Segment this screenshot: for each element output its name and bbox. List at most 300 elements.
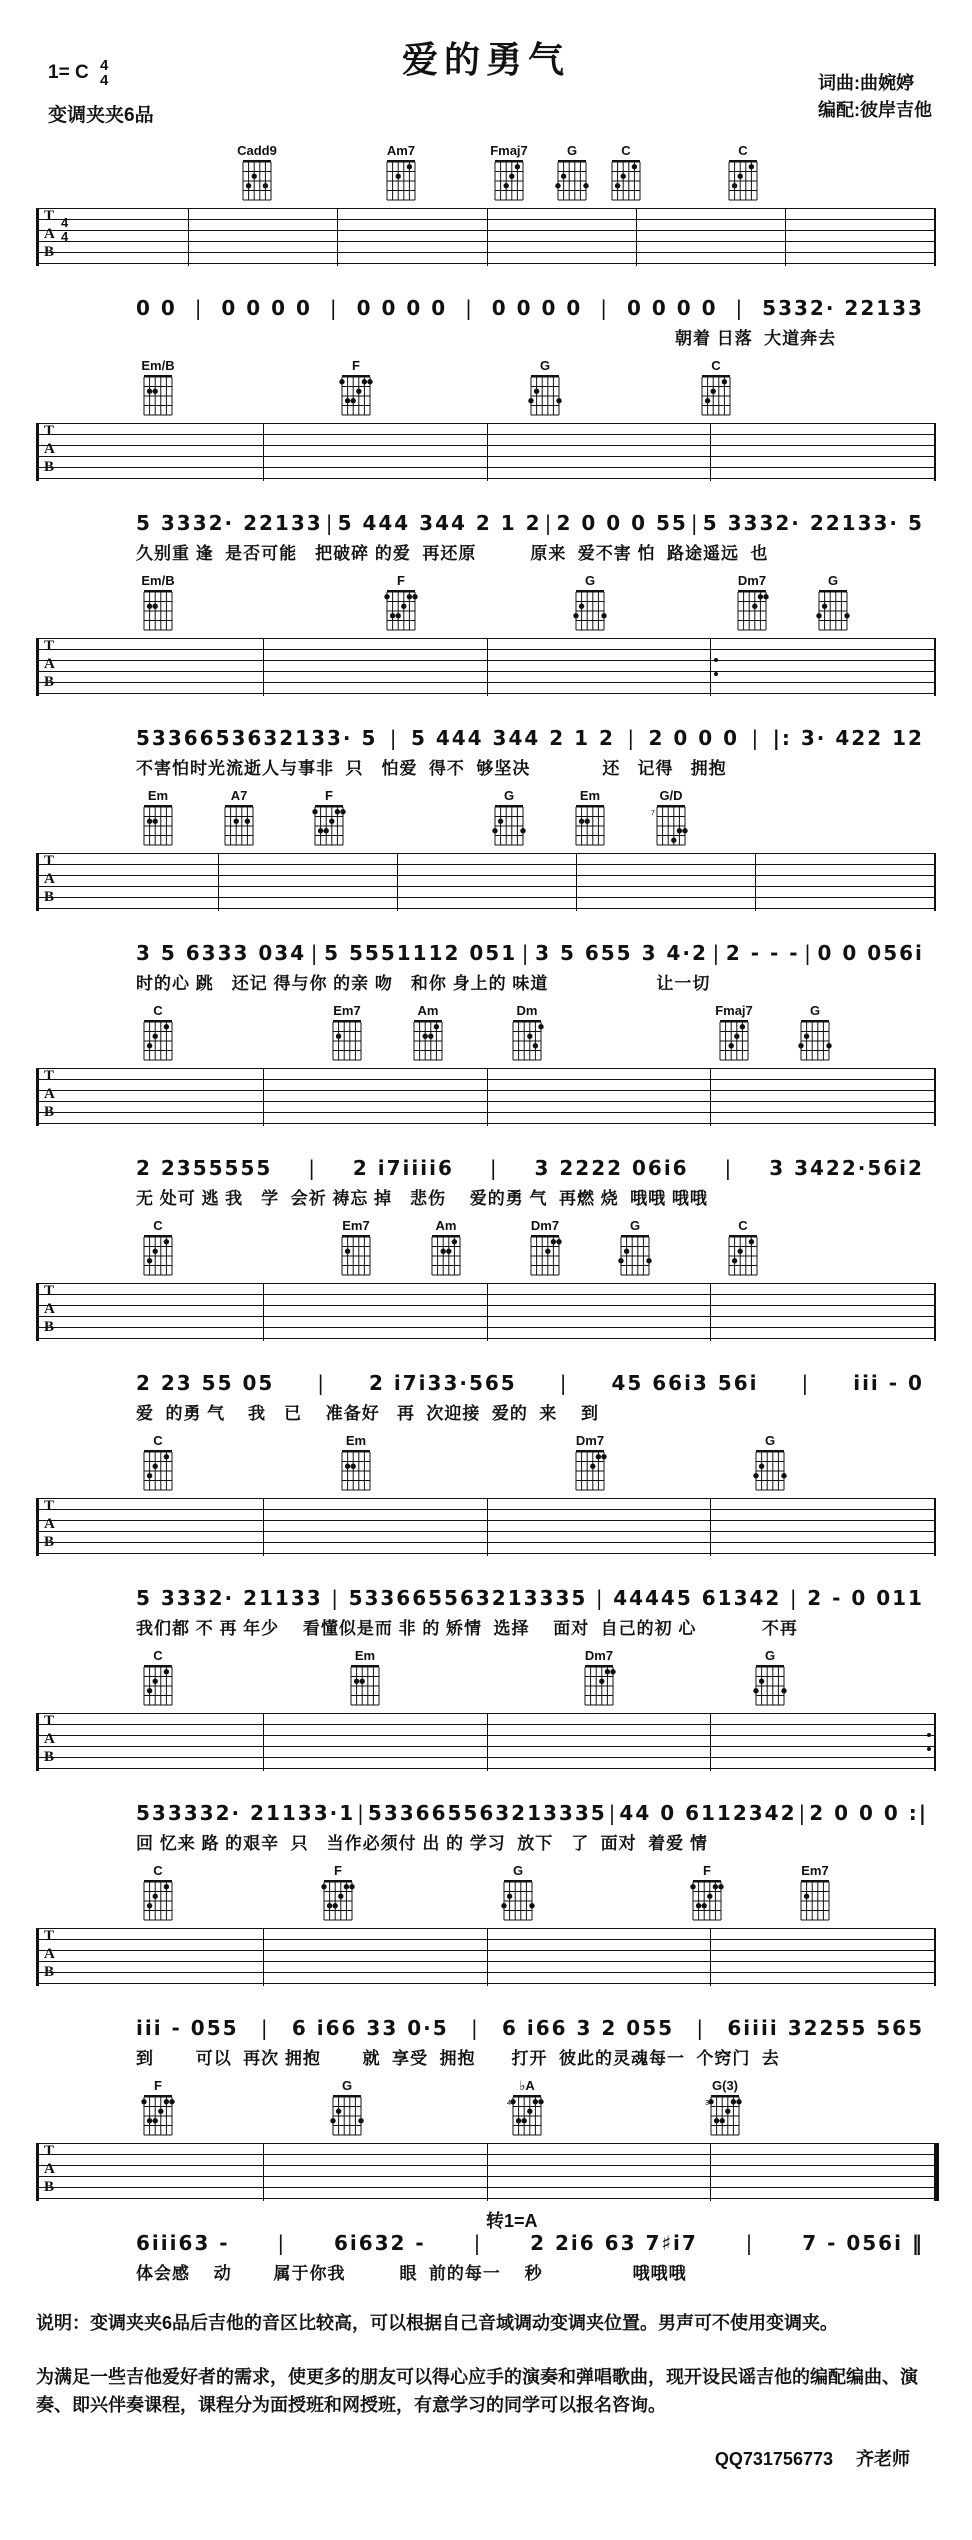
chord-diagram (486, 144, 532, 202)
tab-clef-letter: T (44, 1283, 55, 1299)
jianpu-barline: | (357, 1801, 366, 1825)
chord-name: Em7 (333, 1003, 361, 1018)
jianpu-barline: | (317, 1371, 327, 1395)
chord-diagram (378, 144, 424, 202)
chord-diagram (333, 1219, 379, 1277)
tab-time-signature (61, 216, 68, 243)
chord-diagram (792, 1004, 838, 1062)
time-top: 4 (99, 57, 109, 74)
repeat-end-dot (927, 1733, 931, 1737)
system-2 (36, 359, 936, 564)
jianpu-measure: 2 - 0 011 (807, 1586, 924, 1610)
jianpu-measure: 5 5551112 051 (324, 941, 518, 965)
jianpu-measure: 5 444 344 2 1 2 (410, 726, 615, 750)
tab-clef-letter: B (44, 1319, 55, 1335)
tab-staff (36, 1498, 936, 1556)
systems-container (36, 144, 936, 2284)
chord-row (36, 789, 936, 851)
chord-name: Cadd9 (237, 143, 277, 158)
tab-clef-letter: A (44, 1301, 55, 1317)
jianpu-measure: 5 444 344 2 1 2 (337, 511, 542, 535)
jianpu-barline: | (690, 511, 700, 535)
chord-diagram (792, 1864, 838, 1922)
time-signature (100, 58, 108, 88)
tab-barline (263, 1283, 264, 1341)
chord-grid-icon (713, 1018, 755, 1062)
tab-barline (710, 638, 711, 696)
jianpu-measure: 5332· 22133 (762, 296, 924, 320)
chord-grid-icon (218, 803, 260, 847)
tab-clef-letter: T (44, 423, 55, 439)
tab-clef-letter: B (44, 244, 55, 260)
chord-grid-icon (524, 1233, 566, 1277)
lyrics-line: 到 可以 再次 拥抱 就 享受 拥抱 打开 彼此的灵魂每一 个窍门 去 (136, 2049, 780, 2068)
chord-grid-icon (344, 1663, 386, 1707)
chord-grid-icon (380, 158, 422, 202)
chord-name: Dm7 (584, 1648, 614, 1663)
tab-string-line (39, 864, 934, 865)
jianpu-line (36, 1371, 936, 1395)
jianpu-barline: | (389, 726, 399, 750)
chord-diagram (612, 1219, 658, 1277)
chord-diagram (603, 144, 649, 202)
chord-diagram (747, 1649, 793, 1707)
lyrics-line: 不害怕时光流逝人与事非 只 怕爱 得不 够坚决 还 记得 拥抱 (136, 759, 727, 778)
jianpu-measure: 7 - 056i ‖ (802, 2231, 924, 2255)
jianpu-measure: 6iii63 - (136, 2231, 230, 2255)
system-9 (36, 1864, 936, 2069)
chord-diagram (648, 789, 694, 847)
tab-barline (263, 1498, 264, 1556)
chord-grid-icon (650, 803, 692, 847)
tab-barline (710, 1928, 711, 1986)
chord-row (36, 359, 936, 421)
jianpu-barline: | (600, 296, 610, 320)
jianpu-barline: | (735, 296, 745, 320)
jianpu-measure: 5 3332· 22133 (136, 511, 323, 535)
chord-grid-icon (335, 1233, 377, 1277)
chord-diagram (576, 1649, 622, 1707)
tab-staff (36, 423, 936, 481)
jianpu-line (36, 296, 936, 320)
chord-grid-icon (137, 803, 179, 847)
tab-clef-letter: A (44, 441, 55, 457)
credits (818, 70, 932, 124)
chord-diagram (234, 144, 280, 202)
repeat-start-dot (714, 658, 718, 662)
jianpu-measure: 3 3422·56i2 (769, 1156, 924, 1180)
jianpu-measure: 533332· 21133·1 (136, 1801, 356, 1825)
chord-grid-icon (749, 1663, 791, 1707)
tab-clef-letter: T (44, 1928, 55, 1944)
tab-clef-letter: B (44, 889, 55, 905)
final-barline (936, 2143, 939, 2201)
jianpu-measure: 6i632 - (333, 2231, 426, 2255)
chord-grid-icon (578, 1663, 620, 1707)
chord-name: Dm7 (575, 1433, 605, 1448)
chord-diagram (306, 789, 352, 847)
tab-string-line (39, 886, 934, 887)
chord-name: G (503, 788, 515, 803)
chord-diagram (495, 1864, 541, 1922)
jianpu-measure: 0 0 056i (817, 941, 924, 965)
jianpu-measure: iii - 0 (853, 1371, 924, 1395)
modulation-note: 转1=A (486, 2211, 538, 2231)
jianpu-measure: 2 23 55 05 (136, 1371, 275, 1395)
chord-name: G (764, 1648, 776, 1663)
chord-diagram (405, 1004, 451, 1062)
svg-text:7: 7 (651, 810, 655, 817)
chord-row (36, 144, 936, 206)
jianpu-measure: 44 0 6112342 (619, 1801, 797, 1825)
tab-staff (36, 638, 936, 696)
tab-barline (710, 1068, 711, 1126)
chord-diagram (315, 1864, 361, 1922)
chord-diagram (333, 359, 379, 417)
chord-grid-icon (488, 158, 530, 202)
chord-name: C (621, 143, 631, 158)
system-1 (36, 144, 936, 349)
tab-barline (487, 1928, 488, 1986)
chord-diagram (549, 144, 595, 202)
jianpu-barline: | (544, 511, 554, 535)
system-10 (36, 2079, 936, 2284)
chord-grid-icon (326, 2093, 368, 2137)
jianpu-barline: | (489, 1156, 499, 1180)
chord-diagram (135, 1219, 181, 1277)
chord-grid-icon (317, 1878, 359, 1922)
chord-diagram (324, 2079, 370, 2137)
tab-clef-letter: T (44, 1068, 55, 1084)
chord-grid-icon (137, 1233, 179, 1277)
chord-grid-icon (335, 1448, 377, 1492)
tab-barline (487, 1498, 488, 1556)
chord-diagram (135, 359, 181, 417)
jianpu-barline: | (194, 296, 204, 320)
key-text: 1= C (48, 62, 89, 84)
jianpu-line (36, 2231, 936, 2255)
tab-barline (337, 208, 338, 266)
jianpu-barline: | (473, 2231, 483, 2255)
tab-barline (636, 208, 637, 266)
jianpu-measure: 2 2355555 (136, 1156, 273, 1180)
chord-name: C (153, 1648, 163, 1663)
tab-string-line (39, 853, 934, 854)
chord-grid-icon (569, 1448, 611, 1492)
chord-name: Am (417, 1003, 439, 1018)
chord-grid-icon (704, 2093, 746, 2137)
chord-name: C (738, 1218, 748, 1233)
tab-barline (710, 1498, 711, 1556)
jianpu-measure: 6iiii 32255 565 (727, 2016, 924, 2040)
system-6 (36, 1219, 936, 1424)
chord-grid-icon (137, 1018, 179, 1062)
chord-diagram (135, 1864, 181, 1922)
chord-diagram (693, 359, 739, 417)
tab-clef-letter: A (44, 2161, 55, 2177)
jianpu-barline: | (608, 1801, 618, 1825)
chord-name: Em (345, 1433, 367, 1448)
tab-clef-letter: B (44, 1964, 55, 1980)
jianpu-measure: 5 3332· 22133· 5 (702, 511, 924, 535)
chord-diagram (486, 789, 532, 847)
chord-grid-icon (137, 2093, 179, 2137)
chord-diagram (702, 2079, 748, 2137)
jianpu-measure: 2 0 0 0 :| (809, 1801, 929, 1825)
chord-grid-icon (731, 588, 773, 632)
chord-name: C (711, 358, 721, 373)
tab-barline (710, 1283, 711, 1341)
tab-barline (218, 853, 219, 911)
tab-clef-letter: B (44, 1534, 55, 1550)
chord-grid-icon (695, 373, 737, 417)
chord-name: G (539, 358, 551, 373)
chord-diagram (324, 1004, 370, 1062)
jianpu-measure: 2 0 0 0 (648, 726, 740, 750)
chord-diagram (333, 1434, 379, 1492)
jianpu-measure: 3 2222 06i6 (534, 1156, 689, 1180)
jianpu-barline: | (798, 1801, 808, 1825)
chord-grid-icon (686, 1878, 728, 1922)
chord-name: G (827, 573, 839, 588)
tab-barline (487, 208, 488, 266)
chord-diagram (747, 1434, 793, 1492)
jianpu-barline: | (751, 726, 761, 750)
jianpu-measure: 5 3332· 21133 (136, 1586, 323, 1610)
jianpu-measure: 0 0 (136, 296, 177, 320)
jianpu-line (36, 2016, 936, 2040)
tab-barline (755, 853, 756, 911)
chord-name: Dm (516, 1003, 538, 1018)
chord-grid-icon (506, 2093, 548, 2137)
chord-diagram (342, 1649, 388, 1707)
jianpu-measure: 2 i7i33·565 (369, 1371, 517, 1395)
tab-staff (36, 2143, 936, 2201)
chord-name: F (325, 788, 333, 803)
tab-barline (487, 423, 488, 481)
tab-time-top: 4 (61, 215, 69, 230)
svg-text:4: 4 (507, 2100, 511, 2107)
chord-grid-icon (488, 803, 530, 847)
tab-clef-letter: T (44, 853, 55, 869)
chord-name: G (764, 1433, 776, 1448)
lyrics-line: 无 处可 逃 我 学 会祈 祷忘 掉 悲伤 爱的勇 气 再燃 烧 哦哦 哦哦 (136, 1189, 708, 1208)
chord-name: Em/B (141, 573, 175, 588)
chord-grid-icon (722, 1233, 764, 1277)
chord-name: Em/B (141, 358, 175, 373)
jianpu-measure: 0 0 0 0 (491, 296, 583, 320)
chord-diagram (135, 2079, 181, 2137)
chord-name: G (512, 1863, 524, 1878)
chord-name: F (397, 573, 405, 588)
tab-clef-letter: B (44, 1749, 55, 1765)
chord-diagram (504, 2079, 550, 2137)
footer-note: 说明：变调夹夹6品后吉他的音区比较高，可以根据自己音域调动变调夹位置。男声可不使用变调夹。 (36, 2313, 839, 2333)
chord-name: Em (354, 1648, 376, 1663)
lyrics-line: 时的心 跳 还记 得与你 的亲 吻 和你 身上的 味道 让一切 (136, 974, 711, 993)
chord-grid-icon (137, 588, 179, 632)
jianpu-barline: | (331, 1586, 340, 1610)
tab-barline (487, 1283, 488, 1341)
tab-clef-letter: A (44, 226, 55, 242)
tab-clef-letter: B (44, 674, 55, 690)
tab-barline (576, 853, 577, 911)
lyrics-line: 回 忆来 路 的艰辛 只 当作必须付 出 的 学习 放下 了 面对 着爱 情 (136, 1834, 708, 1853)
header (36, 26, 936, 144)
tab-clef-letter: T (44, 2143, 55, 2159)
chord-name: G (584, 573, 596, 588)
jianpu-measure: iii - 055 (136, 2016, 239, 2040)
tab-clef-letter: A (44, 871, 55, 887)
tab-barline (487, 1713, 488, 1771)
jianpu-measure: 2 i7iiii6 (352, 1156, 454, 1180)
system-7 (36, 1434, 936, 1639)
chord-name: F (154, 2078, 162, 2093)
time-bottom: 4 (99, 72, 109, 89)
repeat-end-dot (927, 1747, 931, 1751)
jianpu-barline: | (310, 941, 320, 965)
jianpu-line (36, 941, 936, 965)
chord-grid-icon (749, 1448, 791, 1492)
svg-text:3: 3 (705, 2100, 709, 2107)
jianpu-measure: 2 0 0 0 55 (556, 511, 688, 535)
chord-name: Em7 (342, 1218, 370, 1233)
tab-barline (487, 1068, 488, 1126)
chord-row (36, 1219, 936, 1281)
tab-barline (710, 1713, 711, 1771)
jianpu-line (36, 726, 936, 750)
lyrics-line: 久别重 逢 是否可能 把破碎 的爱 再还原 原来 爱不害 怕 路途遥远 也 (136, 544, 769, 563)
tab-clef-letter: T (44, 1713, 55, 1729)
tab-staff (36, 1068, 936, 1126)
jianpu-barline: | (789, 1586, 799, 1610)
chord-name: C (153, 1218, 163, 1233)
chord-grid-icon (569, 588, 611, 632)
jianpu-measure: 6 i66 33 0·5 (291, 2016, 449, 2040)
chord-grid-icon (407, 1018, 449, 1062)
tab-time-bottom: 4 (61, 228, 69, 244)
jianpu-measure: 533665563213335 (367, 1801, 607, 1825)
chord-grid-icon (137, 373, 179, 417)
chord-grid-icon (425, 1233, 467, 1277)
chord-name: Em (147, 788, 169, 803)
system-4 (36, 789, 936, 994)
tab-clef-letter: T (44, 638, 55, 654)
lyrics-line: 朝着 日落 大道奔去 (675, 329, 837, 348)
footer-promo: 为满足一些吉他爱好者的需求，使更多的朋友可以得心应手的演奏和弹唱歌曲，现开设民谣吉他的编配编曲、演奏、即兴伴奏课程，课程分为面授班和网授班，有意学习的同学可以报名咨询。 (36, 2366, 918, 2415)
chord-diagram (720, 144, 766, 202)
chord-grid-icon (812, 588, 854, 632)
chord-grid-icon (551, 158, 593, 202)
chord-diagram (684, 1864, 730, 1922)
tab-staff (36, 1928, 936, 1986)
chord-grid-icon (137, 1878, 179, 1922)
tab-barline (263, 423, 264, 481)
chord-name: Fmaj7 (490, 143, 528, 158)
chord-name: C (153, 1433, 163, 1448)
jianpu-measure: 44445 61342 (613, 1586, 782, 1610)
tab-staff (36, 853, 936, 911)
jianpu-measure: 533665563213335 (348, 1586, 588, 1610)
tab-barline (263, 2143, 264, 2201)
jianpu-barline: | (308, 1156, 317, 1180)
jianpu-line (36, 1586, 936, 1610)
chord-diagram (135, 574, 181, 632)
chord-row (36, 2079, 936, 2141)
system-5 (36, 1004, 936, 1209)
chord-diagram (378, 574, 424, 632)
lyrics-line: 体会感 动 属于你我 眼 前的每一 秒 哦哦哦 (136, 2264, 687, 2283)
jianpu-line (36, 1156, 936, 1180)
chord-name: G (629, 1218, 641, 1233)
footer-contact: QQ731756773 齐老师 (714, 2448, 910, 2469)
jianpu-measure: |: 3· 422 12 (772, 726, 924, 750)
repeat-start-dot (714, 672, 718, 676)
tab-string-line (39, 897, 934, 898)
chord-name: ♭A (519, 2078, 535, 2093)
tab-clef-letter: A (44, 1086, 55, 1102)
jianpu-barline: | (470, 2016, 480, 2040)
chord-grid-icon (605, 158, 647, 202)
chord-name: Em (579, 788, 601, 803)
chord-diagram (567, 574, 613, 632)
chord-row (36, 1649, 936, 1711)
tab-barline (487, 2143, 488, 2201)
tab-barline (263, 1068, 264, 1126)
chord-grid-icon (335, 373, 377, 417)
jianpu-measure: 45 66i3 56i (611, 1371, 759, 1395)
chord-name: Am (435, 1218, 457, 1233)
chord-diagram (423, 1219, 469, 1277)
chord-grid-icon (137, 1663, 179, 1707)
credit-arranger: 编配:彼岸吉他 (818, 100, 932, 120)
key-signature (48, 58, 108, 88)
chord-name: Dm7 (737, 573, 767, 588)
chord-diagram (522, 1219, 568, 1277)
chord-diagram (216, 789, 262, 847)
jianpu-barline: | (712, 941, 722, 965)
jianpu-measure: 2 2i6 63 7♯i7 (530, 2231, 698, 2255)
jianpu-measure: 0 0 0 0 (356, 296, 448, 320)
chord-name: C (153, 1003, 163, 1018)
jianpu-barline: | (804, 941, 813, 965)
tab-clef-letter: B (44, 459, 55, 475)
tab-barline (487, 638, 488, 696)
chord-name: Dm7 (530, 1218, 560, 1233)
jianpu-barline: | (260, 2016, 270, 2040)
chord-diagram (711, 1004, 757, 1062)
chord-grid-icon (497, 1878, 539, 1922)
chord-grid-icon (569, 803, 611, 847)
credit-composer: 词曲:曲婉婷 (818, 73, 914, 93)
chord-diagram (720, 1219, 766, 1277)
jianpu-barline: | (559, 1371, 569, 1395)
tab-barline (710, 2143, 711, 2201)
chord-name: Em7 (801, 1863, 829, 1878)
jianpu-barline: | (724, 1156, 734, 1180)
jianpu-measure: 5336653632133· 5 (136, 726, 378, 750)
tab-clef-letter: A (44, 656, 55, 672)
jianpu-line (36, 1801, 936, 1825)
tab-clef-letter: T (44, 208, 55, 224)
footer (36, 2310, 936, 2474)
chord-grid-icon (308, 803, 350, 847)
chord-name: G (809, 1003, 821, 1018)
chord-grid-icon (524, 373, 566, 417)
jianpu-barline: | (801, 1371, 811, 1395)
chord-name: Fmaj7 (715, 1003, 753, 1018)
chord-diagram (522, 359, 568, 417)
